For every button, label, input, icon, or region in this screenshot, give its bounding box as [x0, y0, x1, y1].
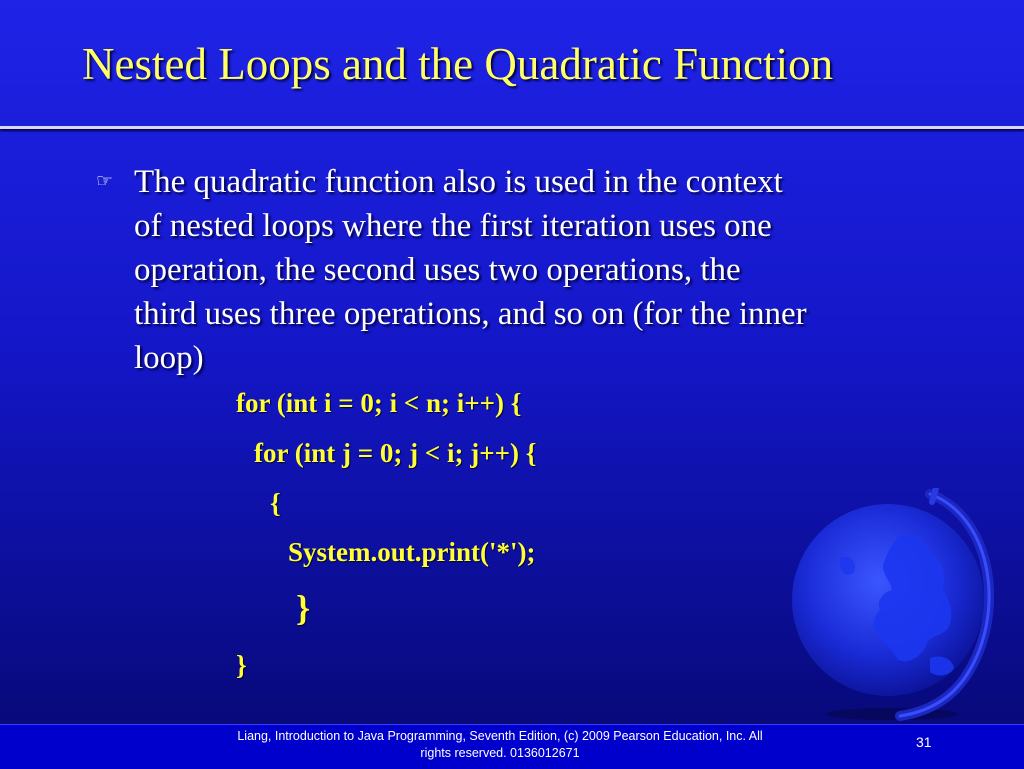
- bullet-line: The quadratic function also is used in the context: [134, 164, 783, 200]
- bullet-line: operation, the second uses two operations, the: [134, 252, 741, 288]
- slide-number: 31: [916, 734, 932, 750]
- footer-citation-line: Liang, Introduction to Java Programming, Seventh Edition, (c) 2009 Pearson Education, Inc. All: [237, 729, 763, 743]
- bullet-line: third uses three operations, and so on (for the inner: [134, 296, 807, 332]
- slide-title: Nested Loops and the Quadratic Function: [82, 39, 834, 89]
- bullet-line: of nested loops where the first iteration uses one: [134, 208, 772, 244]
- code-line-print: System.out.print('*');: [288, 537, 536, 567]
- code-line-outer-close-brace: }: [236, 650, 247, 680]
- pointing-hand-icon: ☞: [96, 170, 114, 192]
- code-line-outer-for: for (int i = 0; i < n; i++) {: [236, 388, 522, 418]
- globe-icon: [780, 488, 1004, 724]
- bullet-paragraph: [134, 160, 974, 380]
- title-divider: [0, 126, 1024, 129]
- code-line-open-brace: {: [270, 488, 281, 518]
- code-line-inner-close-brace: }: [296, 588, 311, 628]
- bullet-line: loop): [134, 340, 204, 376]
- footer-citation-line: rights reserved. 0136012671: [420, 746, 580, 760]
- code-line-inner-for: for (int j = 0; j < i; j++) {: [254, 438, 537, 468]
- footer-citation: [190, 728, 810, 762]
